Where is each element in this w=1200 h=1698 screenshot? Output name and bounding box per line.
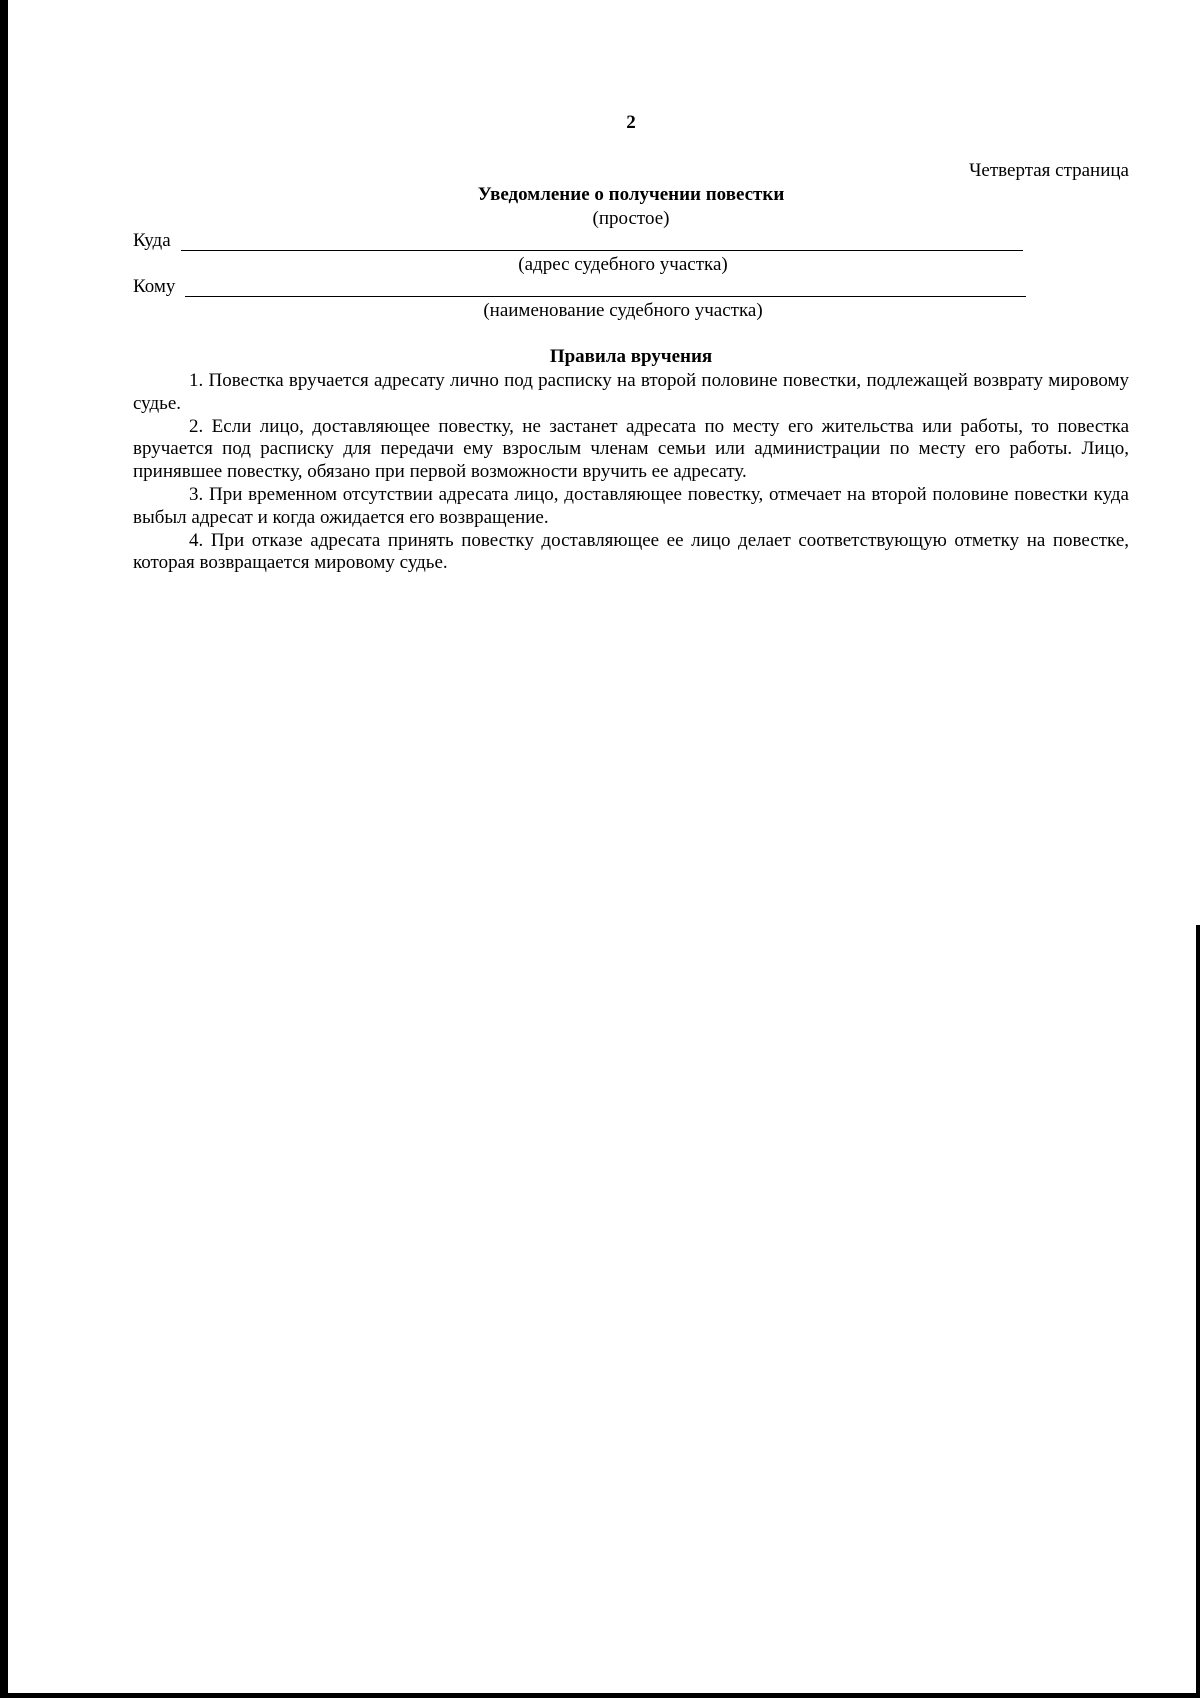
rule-paragraph-4: 4. При отказе адресата принять повестку доставляющее ее лицо делает соответствующую отметку на повестке, которая возвращается мировому судье. [133, 529, 1129, 574]
rules-title: Правила вручения [549, 346, 713, 367]
rule-paragraph-2: 2. Если лицо, доставляющее повестку, не застанет адресата по месту его жительства или работы, то повестка вручается под расписку для передачи ему взрослым членам семьи или администрации по месту его работы. Лицо, принявшее повестку, обязано при первой возможности вручить ее адресату. [133, 415, 1129, 483]
field-caption-komu: (наименование судебного участка) [483, 300, 763, 321]
page-label: Четвертая страница [969, 160, 1129, 181]
field-row-kuda [133, 230, 1129, 256]
page-number: 2 [626, 112, 636, 133]
field-line-kuda [181, 250, 1023, 251]
rule-paragraph-3: 3. При временном отсутствии адресата лицо, доставляющее повестку, отмечает на второй половине повестки куда выбыл адресат и когда ожидается его возвращение. [133, 483, 1129, 528]
field-line-komu [185, 296, 1026, 297]
field-row-komu [133, 276, 1129, 302]
rules-list [133, 370, 1129, 575]
rule-paragraph-1: 1. Повестка вручается адресату лично под расписку на второй половине повестки, подлежащей возврату мировому судье. [133, 370, 1129, 414]
scan-edge-right [1196, 925, 1200, 1698]
scan-edge-left [0, 0, 8, 1698]
document-title: Уведомление о получении повестки [477, 184, 785, 205]
field-label-komu: Кому [133, 276, 176, 297]
field-label-kuda: Куда [133, 230, 171, 251]
document-page [133, 0, 1129, 1698]
document-subtitle: (простое) [592, 208, 670, 229]
field-caption-kuda: (адрес судебного участка) [518, 254, 728, 275]
